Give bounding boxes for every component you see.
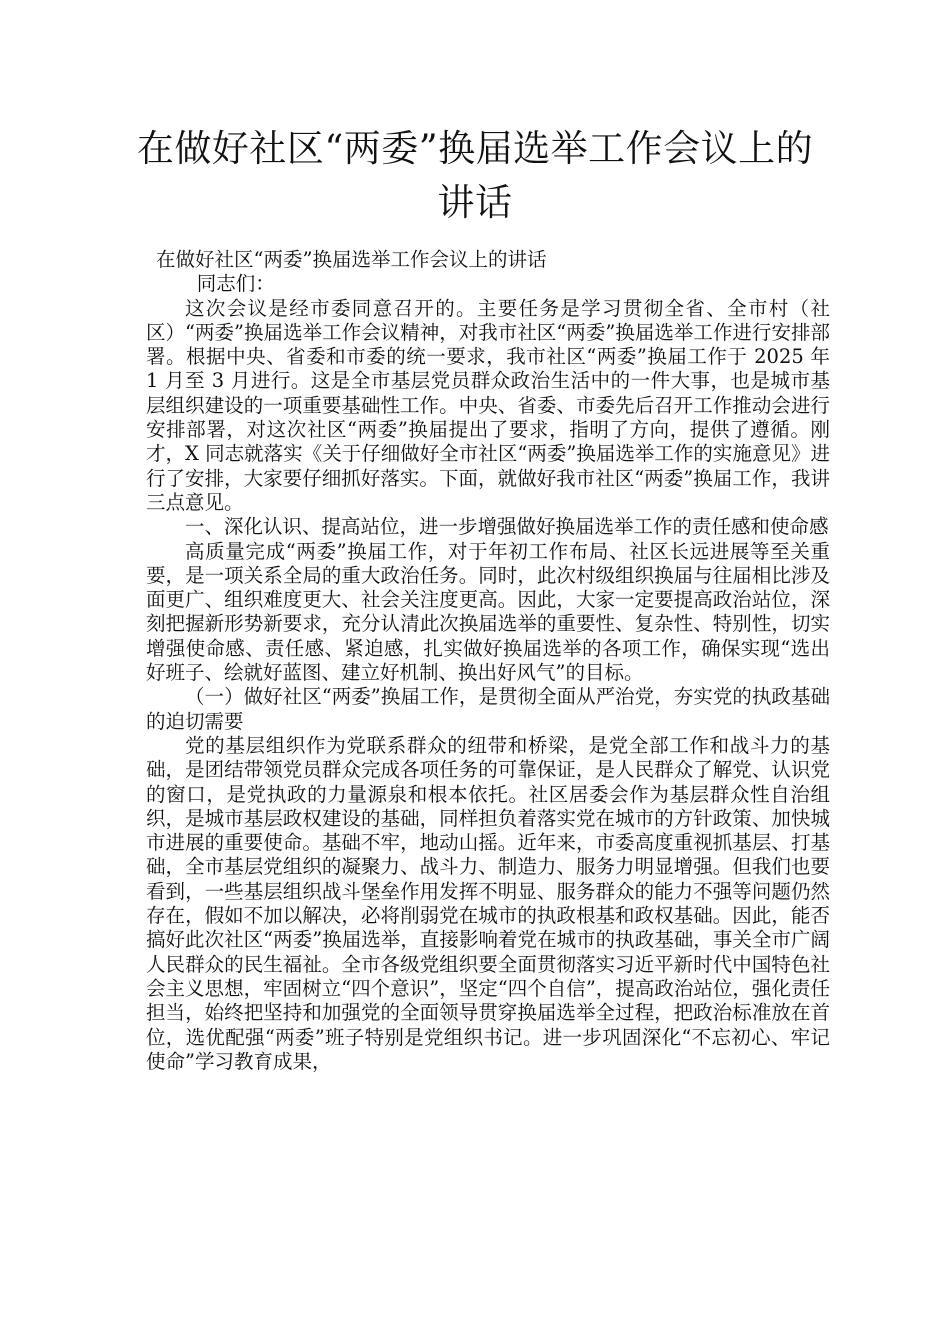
paragraph-intro: 这次会议是经市委同意召开的。主要任务是学习贯彻全省、全市村（社区）“两委”换届选举工作会议精神，对我市社区“两委”换届选举工作进行安排部署。根据中央、省委和市委的统一要求，我市社区“两委”换届工作于 2025 年 1 月至 3 月进行。这是全市基层党员群众政治生活中的一件大事，也是城市基层组织建设的一项重要基础性工作。中央、省委、市委先后召开工作推动会进行安排部署，对这次社区“两委”换届提出了要求，指明了方向，提供了遵循。刚才，X 同志就落实《关于仔细做好全市社区“两委”换届选举工作的实施意见》进行了安排，大家要仔细抓好落实。下面，就做好我市社区“两委”换届工作，我讲三点意见。 [146,296,830,514]
paragraph-subsection-1: 党的基层组织作为党联系群众的纽带和桥梁，是党全部工作和战斗力的基础，是团结带领党员群众完成各项任务的可靠保证，是人民群众了解党、认识党的窗口，是党执政的力量源泉和根本依托。社区居委会作为基层群众性自治组织，是城市基层政权建设的基础，同样担负着落实党在城市的方针政策、加快城市进展的重要使命。基础不牢，地动山摇。近年来，市委高度重视抓基层、打基础，全市基层党组织的凝聚力、战斗力、制造力、服务力明显增强。但我们也要看到，一些基层组织战斗堡垒作用发挥不明显、服务群众的能力不强等问题仍然存在，假如不加以解决，必将削弱党在城市的执政根基和政权基础。因此，能否搞好此次社区“两委”换届选举，直接影响着党在城市的执政基础，事关全市广阔人民群众的民生福祉。全市各级党组织要全面贯彻落实习近平新时代中国特色社会主义思想，牢固树立“四个意识”，坚定“四个自信”，提高政治站位，强化责任担当，始终把坚持和加强党的全面领导贯穿换届选举全过程，把政治标准放在首位，选优配强“两委”班子特别是党组织书记。进一步巩固深化“不忘初心、牢记使命”学习教育成果， [146,733,830,1073]
document-title: 在做好社区“两委”换届选举工作会议上的讲话 [136,127,814,224]
paragraph-section-1: 高质量完成“两委”换届工作，对于年初工作布局、社区长远进展等至关重要，是一项关系全局的重大政治任务。同时，此次村级组织换届与往届相比涉及面更广、组织难度更大、社会关注度更高。因此，大家一定要提高政治站位，深刻把握新形势新要求，充分认清此次换届选举的重要性、复杂性、特别性，切实增强使命感、责任感、紧迫感，扎实做好换届选举的各项工作，确保实现“选出好班子、绘就好蓝图、建立好机制、换出好风气”的目标。 [146,539,830,685]
document-body [146,248,830,1074]
subsection-heading-1: （一）做好社区“两委”换届工作，是贯彻全面从严治党，夯实党的执政基础的迫切需要 [146,685,830,733]
greeting: 同志们： [196,272,275,296]
section-heading-1: 一、深化认识、提高站位，进一步增强做好换届选举工作的责任感和使命感 [185,515,829,539]
document-subtitle: 在做好社区“两委”换届选举工作会议上的讲话 [156,248,547,271]
